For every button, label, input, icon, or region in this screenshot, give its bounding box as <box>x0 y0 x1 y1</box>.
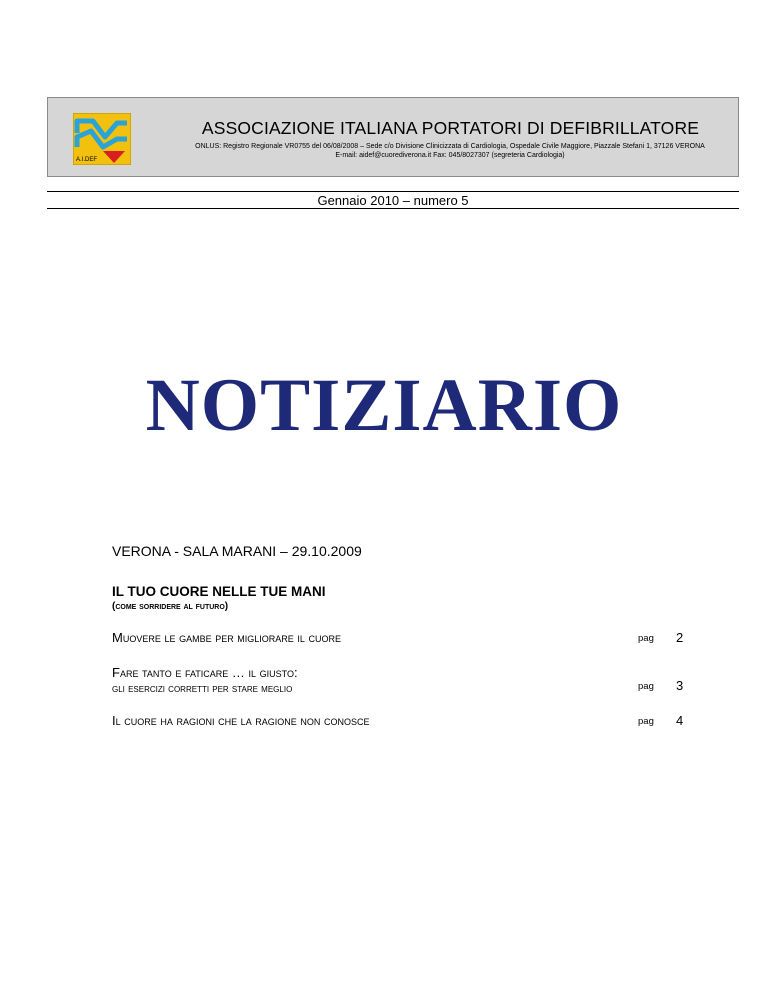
toc-page-number: 2 <box>676 630 684 645</box>
org-contact-line: E-mail: aidef@cuorediverona.it Fax: 045/8027307 (segreteria Cardiologia) <box>335 152 565 159</box>
conference-subtitle: (come sorridere al futuro) <box>112 601 229 612</box>
top-divider <box>47 191 739 192</box>
toc-pag-label: pag <box>638 633 654 644</box>
toc-item-title: Il cuore ha ragioni che la ragione non conosce <box>112 713 370 728</box>
masthead-title: NOTIZIARIO <box>145 364 623 447</box>
event-line: VERONA - SALA MARANI – 29.10.2009 <box>112 543 362 559</box>
aidef-logo <box>73 113 131 165</box>
toc-page-number: 4 <box>676 713 684 728</box>
issue-line: Gennaio 2010 – numero 5 <box>317 193 469 208</box>
toc-item-title: Fare tanto e faticare … il giusto: <box>112 665 298 680</box>
toc-page-number: 3 <box>676 678 684 693</box>
conference-title: IL TUO CUORE NELLE TUE MANI <box>112 584 326 599</box>
org-name: ASSOCIAZIONE ITALIANA PORTATORI DI DEFIBRILLATORE <box>201 118 700 138</box>
bottom-divider <box>47 208 739 209</box>
logo-text: A.I.DEF <box>76 157 98 163</box>
org-registration-line: ONLUS: Registro Regionale VR0755 del 06/08/2008 – Sede c/o Divisione Clinicizzata di Cardiologia, Ospedale Civile Maggiore, Piazzale Stefani 1, 37126 VERONA <box>195 143 705 150</box>
toc-item-title: Muovere le gambe per migliorare il cuore <box>112 630 342 645</box>
toc-pag-label: pag <box>638 681 654 692</box>
toc-item-subtitle: gli esercizi corretti per stare meglio <box>112 683 293 695</box>
toc-pag-label: pag <box>638 716 654 727</box>
header-banner <box>47 97 739 177</box>
